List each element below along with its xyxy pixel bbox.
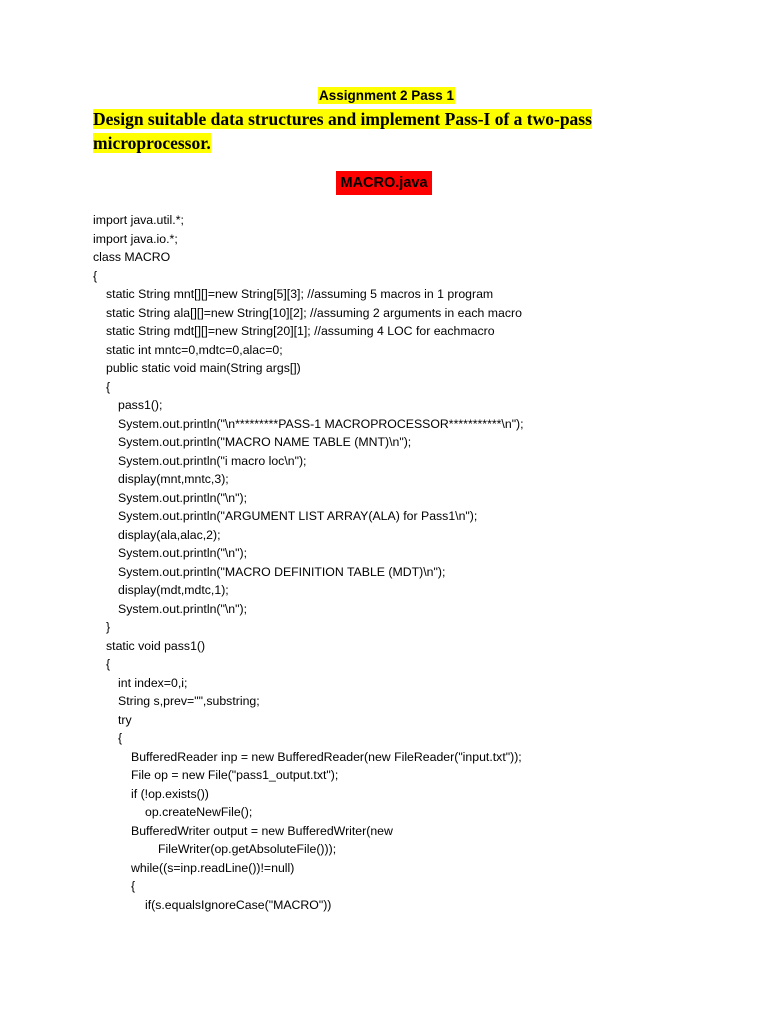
code-line: op.createNewFile(); [145,805,253,819]
code-line: { [131,879,136,893]
code-line: System.out.println("MACRO NAME TABLE (MNT)\n"); [118,435,412,449]
code-line: while((s=inp.readLine())!=null) [131,860,295,875]
code-line: BufferedReader inp = new BufferedReader(new FileReader("input.txt")); [131,749,522,764]
code-line: static String mdt[][]=new String[20][1]; //assuming 4 LOC for eachmacro [106,324,495,338]
code-line: static int mntc=0,mdtc=0,alac=0; [106,342,283,357]
code-line: import java.io.*; [93,231,178,246]
code-line: File op = new File("pass1_output.txt"); [131,768,339,782]
code-line: pass1(); [118,398,163,412]
code-line: import java.util.*; [93,213,184,227]
code-line: if(s.equalsIgnoreCase("MACRO")) [145,897,332,912]
code-line: static String mnt[][]=new String[5][3]; //assuming 5 macros in 1 program [106,287,494,301]
heading-highlight: Design suitable data structures and implement Pass-I of a two-pass microprocessor. [93,109,592,153]
code-line: display(mdt,mdtc,1); [118,583,229,597]
code-line: try [118,712,132,727]
code-line: FileWriter(op.getAbsoluteFile())); [158,842,337,856]
code-line: System.out.println("ARGUMENT LIST ARRAY(ALA) for Pass1\n"); [118,509,478,523]
code-line: display(mnt,mntc,3); [118,472,229,486]
code-line: System.out.println("i macro loc\n"); [118,453,307,468]
code-line: System.out.println("\n"); [118,546,248,560]
code-line: System.out.println("\n"); [118,490,248,505]
code-line: static void pass1() [106,638,206,653]
code-line: } [106,620,111,634]
code-line: { [118,731,123,745]
assignment-heading [93,107,653,155]
code-line: class MACRO [93,250,171,264]
code-line: System.out.println("\n"); [118,601,248,616]
code-line: { [106,379,111,394]
code-line: System.out.println("MACRO DEFINITION TABLE (MDT)\n"); [118,564,446,579]
code-line: System.out.println("\n*********PASS-1 MACROPROCESSOR***********\n"); [118,416,524,431]
code-line: if (!op.exists()) [131,786,209,801]
code-line: public static void main(String args[]) [106,361,301,375]
code-line: String s,prev="",substring; [118,694,260,708]
code-line: static String ala[][]=new String[10][2]; //assuming 2 arguments in each macro [106,305,522,320]
code-line: { [93,268,98,283]
code-line: BufferedWriter output = new BufferedWriter(new [131,823,393,838]
code-line: int index=0,i; [118,675,188,690]
filename-label: MACRO.java [340,175,428,191]
code-line: display(ala,alac,2); [118,527,221,542]
assignment-title: Assignment 2 Pass 1 [319,88,455,103]
code-line: { [106,657,111,671]
